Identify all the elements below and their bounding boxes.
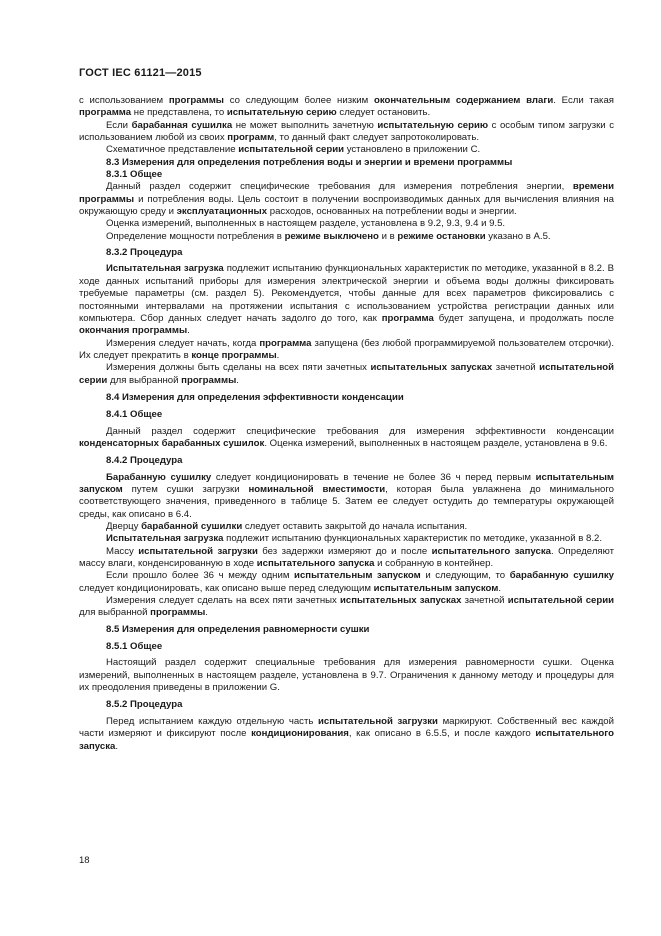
bold-term: испытательной загрузки (138, 545, 258, 557)
bold-term: 8.4.1 Общее (106, 409, 163, 421)
bold-term: испытательных запусках (370, 362, 493, 374)
bold-term: программы (181, 374, 237, 386)
bold-term: режиме остановки (397, 230, 486, 242)
text-run: с особым типом загрузки с использованием любой из своих (79, 119, 614, 144)
text-run: подлежит испытанию функциональных характеристик по методике, указанной в 8.2. (223, 533, 603, 545)
text-run: следует кондиционировать, как описано выше перед следующим (79, 582, 374, 594)
bold-term: испытательной серии (507, 595, 615, 607)
bold-term: 8.5 Измерения для определения равномерности сушки (106, 623, 370, 635)
text-run: Дверцу (106, 521, 142, 532)
text-run: маркируют. Собственный вес каждой части измеряют и фиксируют после (79, 715, 614, 740)
page-number: 18 (79, 855, 90, 866)
document-body (79, 95, 614, 753)
bold-term: кондиционирования (251, 728, 349, 740)
text-run: Измерения должны быть сделаны на всех пяти зачетных (106, 362, 371, 374)
text-run: следует кондиционировать в течение не более 36 ч перед первым (211, 471, 536, 483)
bold-term: номинальной вместимости (248, 483, 386, 495)
bold-term: испытательной серии (238, 144, 345, 156)
text-run: запущена (без любой программируемой пользователем отсрочки). Их следует прекратить в (79, 337, 615, 361)
paragraph (79, 120, 614, 145)
bold-term: программы (150, 607, 206, 619)
text-run: . (205, 607, 208, 619)
text-run: . (498, 582, 502, 594)
text-run: . Если такая (553, 95, 614, 106)
text-run: и потребления воды. Цель состоит в получении воспроизводимых данных для вычисления влияния на окружающую среду и (79, 193, 614, 218)
bold-term: программ (227, 132, 275, 144)
section-heading (79, 157, 614, 169)
text-run: указано в А.5. (485, 230, 551, 242)
paragraph (79, 716, 614, 753)
bold-term: 8.5.2 Процедура (106, 699, 183, 711)
section-heading (79, 169, 614, 181)
bold-term: 8.3.1 Общее (106, 169, 163, 181)
paragraph (79, 338, 614, 363)
text-run: Перед испытанием каждую отдельную часть (106, 715, 319, 727)
paragraph (79, 362, 614, 387)
bold-term: окончательным содержанием влаги (373, 95, 554, 106)
paragraph (79, 533, 614, 545)
text-run: следует оставить закрытой до начала испытания. (242, 521, 468, 532)
text-run: . Определяют массу влаги, конденсированную в ходе (79, 545, 614, 570)
bold-term: испытательную серию (226, 107, 337, 119)
text-run: с использованием (79, 95, 169, 106)
bold-term: 8.4 Измерения для определения эффективности конденсации (106, 391, 404, 403)
paragraph (79, 570, 614, 595)
text-run: для выбранной (107, 374, 182, 386)
text-run: без задержки измеряют до и после (257, 545, 432, 557)
section-heading (79, 247, 614, 259)
bold-term: окончания программы (79, 325, 188, 337)
text-run: , которая была увлажнена до минимального соответствующего значения, приведенного в таблице 5. Затем ее следует остудить до температуры окружающей среды, как описано в 6.4. (79, 483, 614, 520)
text-run: Определение мощности потребления в (106, 230, 285, 242)
paragraph (79, 657, 614, 694)
text-run: Если (106, 119, 132, 131)
section-heading (79, 624, 614, 636)
bold-term: испытательной серии (79, 362, 615, 386)
text-run: и в (378, 230, 398, 242)
text-run: установлено в приложении С. (344, 144, 481, 156)
text-run: и следующим, то (420, 570, 510, 582)
text-run: следует остановить. (336, 107, 431, 119)
text-run: Данный раздел содержит специфические требования для измерения потребления энергии, (106, 181, 573, 193)
text-run: Настоящий раздел содержит специальные требования для измерения равномерности сушки. Оценка измерений, выполненных в настоящем разделе, установлена в 9.7. Ограничения к данному методу и процедуры для их преодоления приведены в приложении G. (79, 657, 614, 694)
text-run: для выбранной (79, 607, 151, 619)
paragraph (79, 546, 614, 571)
paragraph (79, 181, 614, 218)
text-run: . (276, 349, 280, 361)
paragraph (79, 426, 614, 451)
bold-term: программы (168, 95, 224, 106)
bold-term: испытательного запуска (79, 728, 614, 752)
bold-term: испытательной загрузки (318, 715, 438, 727)
text-run: не представлена, то (131, 107, 227, 119)
text-run: путем сушки загрузки (122, 483, 249, 495)
bold-term: испытательного запуска (431, 545, 552, 557)
paragraph (79, 472, 614, 521)
text-run: . (115, 740, 119, 752)
text-run: , то данный факт следует запротоколировать. (274, 132, 479, 144)
bold-term: 8.5.1 Общее (106, 641, 163, 653)
section-heading (79, 409, 614, 421)
bold-term: 8.3 Измерения для определения потребления воды и энергии и времени программы (106, 156, 513, 168)
bold-term: Барабанную сушилку (106, 471, 212, 483)
text-run: зачетной (492, 362, 540, 374)
section-heading (79, 392, 614, 404)
bold-term: испытательного запуска (256, 558, 375, 570)
paragraph (79, 231, 614, 243)
paragraph (79, 263, 614, 337)
bold-term: 8.4.2 Процедура (106, 455, 183, 467)
bold-term: программа (381, 312, 434, 324)
bold-term: 8.3.2 Процедура (106, 247, 183, 259)
bold-term: конце программы (191, 349, 277, 361)
text-run: со следующим более низким (224, 95, 374, 106)
paragraph (79, 218, 614, 230)
bold-term: испытательным запуском (373, 582, 499, 594)
text-run: расходов, основанных на потреблении воды и энергии. (267, 206, 517, 218)
text-run: Если прошло более 36 ч между одним (106, 570, 295, 582)
text-run: подлежит испытанию функциональных характеристик по методике, указанной в 8.2. В ходе данных испытаний приборы для измерения электрической энергии и объема воды должны фиксировать требуемые параметры (см. раздел 5). Рекомендуется, чтобы данные для всех параметров фиксировались с постоянными интервалами на протяжении испытания с использованием устройства регистрации данных или компьютера. Сбор данных следует начать задолго до того, как (79, 263, 614, 324)
paragraph (79, 521, 614, 533)
bold-term: режиме выключено (284, 230, 379, 242)
bold-term: конденсаторных барабанных сушилок (79, 437, 265, 449)
text-run: Массу (106, 545, 139, 557)
text-run: Схематичное представление (106, 144, 239, 156)
text-run: , как описано в 6.5.5, и после каждого (348, 728, 536, 740)
bold-term: испытательным запуском (79, 471, 614, 495)
paragraph (79, 595, 614, 620)
text-run: . Оценка измерений, выполненных в настоящем разделе, установлена в 9.6. (264, 437, 608, 449)
bold-term: времени программы (79, 181, 614, 205)
text-run: . (187, 325, 190, 337)
bold-term: барабанной сушилки (141, 521, 243, 532)
bold-term: эксплуатационных (176, 206, 268, 218)
text-run: Оценка измерений, выполненных в настоящем разделе, установлена в 9.2, 9.3, 9.4 и 9.5. (106, 218, 506, 230)
bold-term: барабанную сушилку (509, 570, 614, 582)
bold-term: испытательных запусках (340, 595, 462, 607)
bold-term: испытательную серию (377, 119, 489, 131)
paragraph (79, 95, 614, 120)
bold-term: Испытательная загрузка (106, 533, 224, 545)
text-run: зачетной (461, 595, 508, 607)
bold-term: барабанная сушилка (131, 119, 233, 131)
text-run: Измерения следует сделать на всех пяти зачетных (106, 595, 340, 607)
section-heading (79, 455, 614, 467)
document-header: ГОСТ IEC 61121—2015 (79, 67, 202, 79)
text-run: будет запущена, и продолжать после (433, 312, 614, 324)
bold-term: программа (79, 107, 132, 119)
bold-term: испытательным запуском (294, 570, 421, 582)
paragraph (79, 144, 614, 156)
bold-term: программа (259, 337, 312, 349)
text-run: и собранную в контейнер. (374, 558, 494, 570)
text-run: Данный раздел содержит специфические требования для измерения эффективности конденсации (106, 425, 614, 437)
text-run: . (236, 374, 239, 386)
text-run: не может выполнить зачетную (232, 119, 378, 131)
text-run: Измерения следует начать, когда (106, 337, 260, 349)
section-heading (79, 699, 614, 711)
section-heading (79, 641, 614, 653)
bold-term: Испытательная загрузка (106, 263, 224, 275)
